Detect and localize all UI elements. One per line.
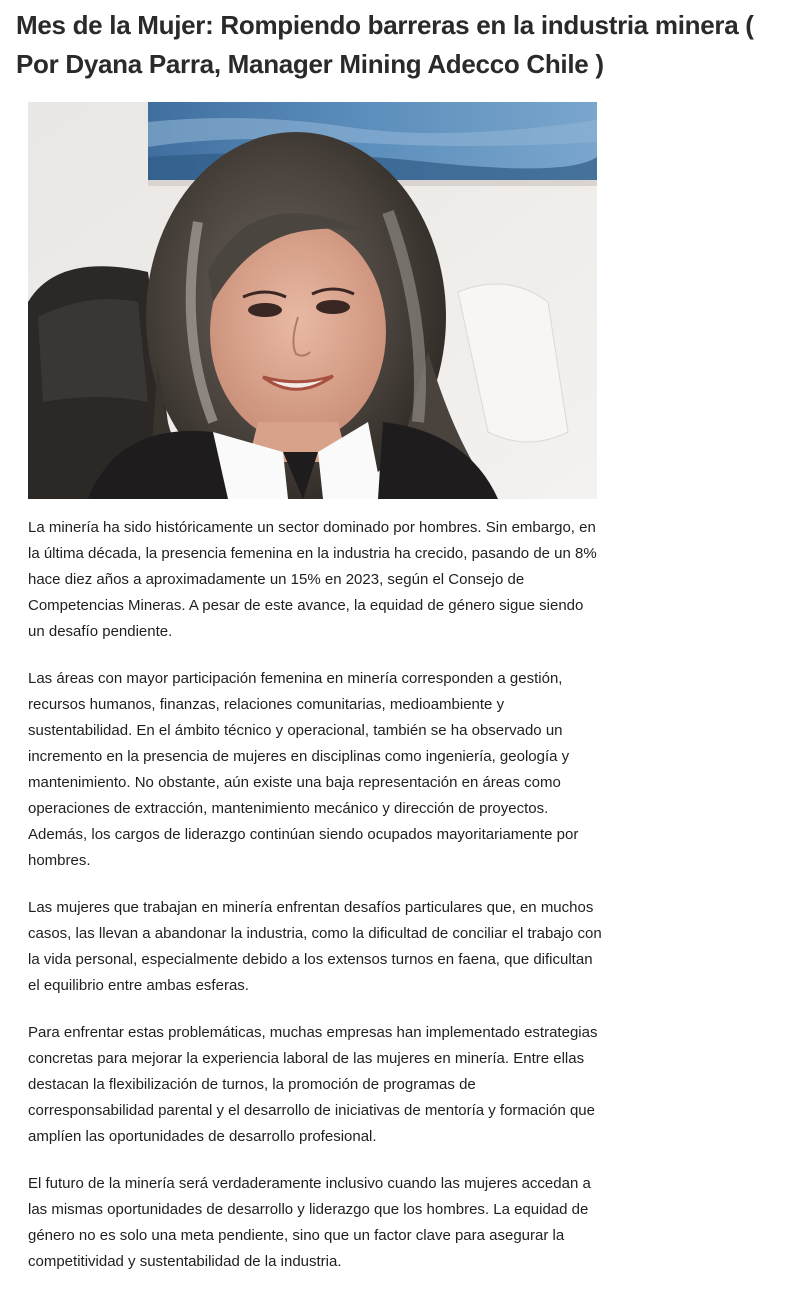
article-title: Mes de la Mujer: Rompiendo barreras en la industria minera ( Por Dyana Parra, Manager Mining Adecco Chile )	[16, 10, 754, 79]
paragraph-1: La minería ha sido históricamente un sector dominado por hombres. Sin embargo, en la última década, la presencia femenina en la industria ha crecido, pasando de un 8% hace diez años a aproximadamente un 15% en 2023, según el Consejo de Competencias Mineras. A pesar de este avance, la equidad de género sigue siendo un desafío pendiente.	[28, 519, 597, 640]
author-photo	[28, 102, 597, 499]
paragraph-4: Para enfrentar estas problemáticas, muchas empresas han implementado estrategias concretas para mejorar la experiencia laboral de las mujeres en minería. Entre ellas destacan la flexibilización de turnos, la promoción de programas de corresponsabilidad parental y el desarrollo de iniciativas de mentoría y formación que amplíen las oportunidades de desarrollo profesional.	[28, 1024, 598, 1145]
paragraph-2: Las áreas con mayor participación femenina en minería corresponden a gestión, recursos humanos, finanzas, relaciones comunitarias, medioambiente y sustentabilidad. En el ámbito técnico y operacional, también se ha observado un incremento en la presencia de mujeres en disciplinas como ingeniería, geología y mantenimiento. No obstante, aún existe una baja representación en áreas como operaciones de extracción, mantenimiento mecánico y dirección de proyectos. Además, los cargos de liderazgo continúan siendo ocupados mayoritariamente por hombres.	[28, 670, 579, 869]
article-body	[28, 515, 603, 1296]
paragraph-3: Las mujeres que trabajan en minería enfrentan desafíos particulares que, en muchos casos, las llevan a abandonar la industria, como la dificultad de conciliar el trabajo con la vida personal, especialmente debido a los extensos turnos en faena, que dificultan el equilibrio entre ambas esferas.	[28, 899, 602, 994]
paragraph-5: El futuro de la minería será verdaderamente inclusivo cuando las mujeres accedan a las mismas oportunidades de desarrollo y liderazgo que los hombres. La equidad de género no es solo una meta pendiente, sino que un factor clave para asegurar la competitividad y sustentabilidad de la industria.	[28, 1175, 591, 1270]
portrait-photo-icon	[28, 102, 597, 499]
